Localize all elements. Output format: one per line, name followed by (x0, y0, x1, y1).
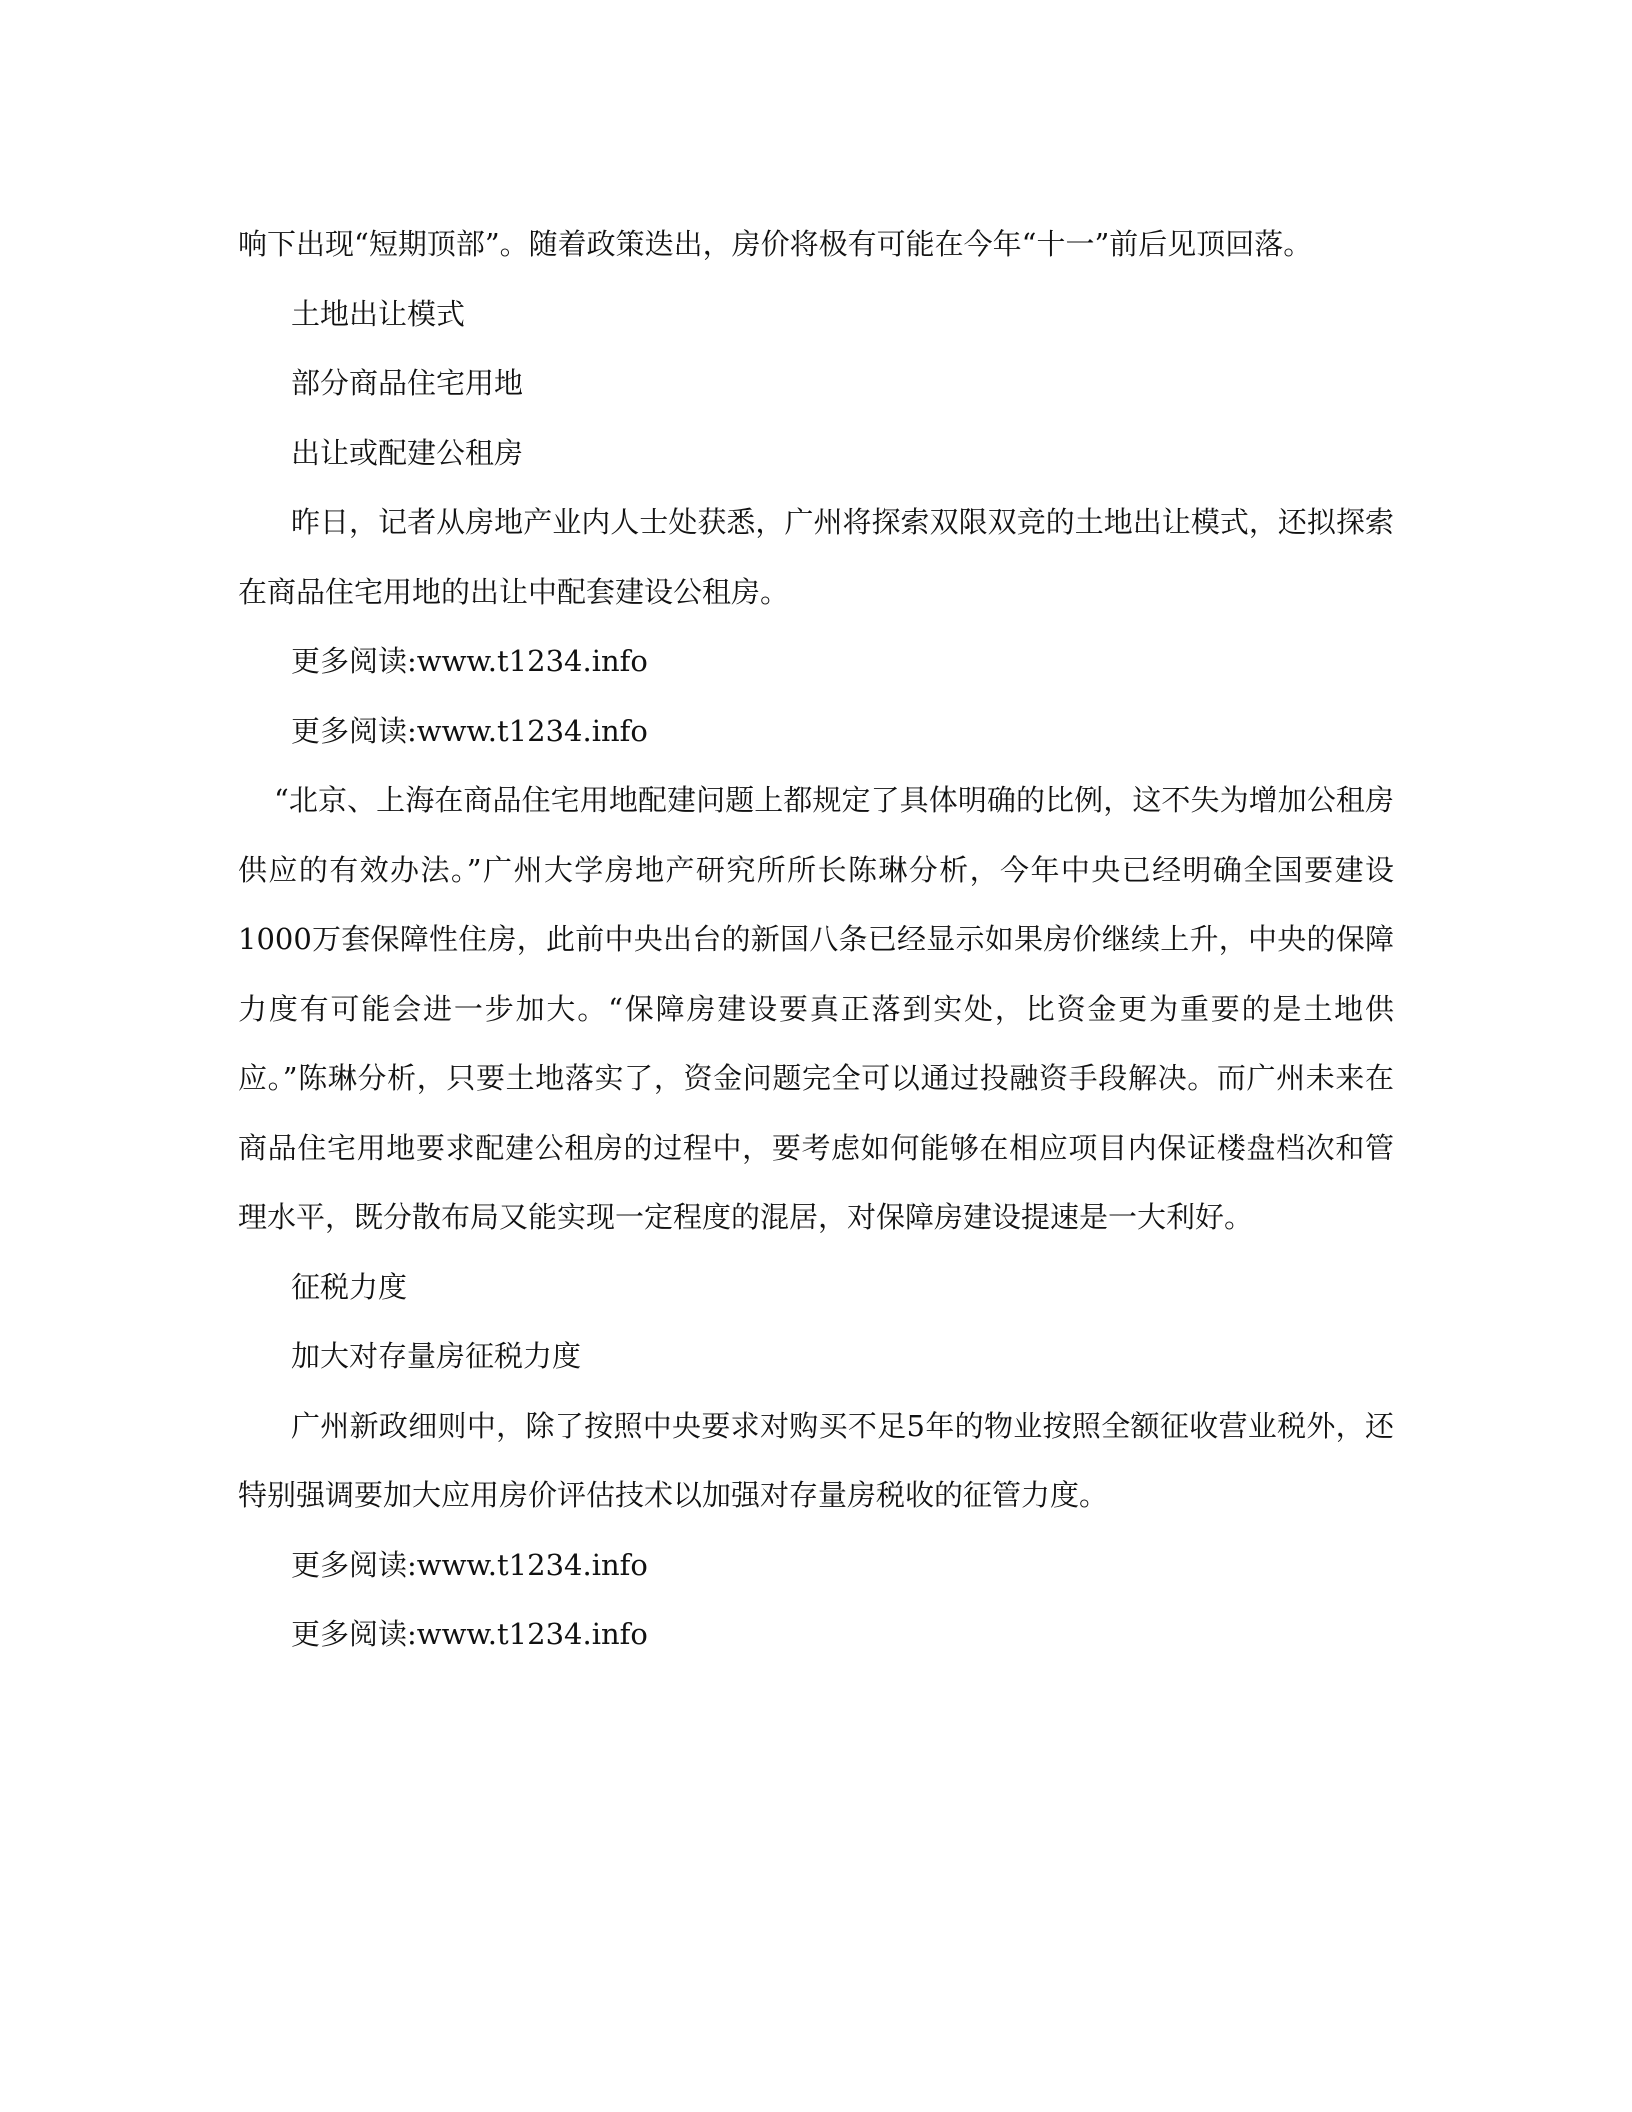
document-body (238, 210, 1394, 1670)
subheading-tax: 加大对存量房征税力度 (291, 1339, 582, 1373)
paragraph-continuation: 响下出现“短期顶部”。随着政策迭出，房价将极有可能在今年“十一”前后见顶回落。 (238, 227, 1313, 261)
read-more-link[interactable]: 更多阅读:www.t1234.info (291, 713, 648, 748)
subheading-residential-land: 部分商品住宅用地 (291, 366, 524, 400)
subheading-public-rental: 出让或配建公租房 (291, 435, 524, 470)
paragraph-tax: 广州新政细则中，除了按照中央要求对购买不足5年的物业按照全额征收营业税外，还特别强调要加大应用房价评估技术以加强对存量房税收的征管力度。 (238, 1408, 1394, 1512)
paragraph-analysis: “北京、上海在商品住宅用地配建问题上都规定了具体明确的比例，这不失为增加公租房供应的有效办法。”广州大学房地产研究所所长陈琳分析，今年中央已经明确全国要建设1000万套保障性住房，此前中央出台的新国八条已经显示如果房价继续上升，中央的保障力度有可能会进一步加大。“保障房建设要真正落到实处，比资金更为重要的是土地供应。”陈琳分析，只要土地落实了，资金问题完全可以通过投融资手段解决。而广州未来在商品住宅用地要求配建公租房的过程中，要考虑如何能够在相应项目内保证楼盘档次和管理水平，既分散布局又能实现一定程度的混居，对保障房建设提速是一大利好。 (238, 783, 1394, 1234)
read-more-link[interactable]: 更多阅读:www.t1234.info (291, 644, 648, 678)
section-heading-tax: 征税力度 (291, 1269, 408, 1304)
read-more-link[interactable]: 更多阅读:www.t1234.info (291, 1617, 648, 1651)
read-more-link[interactable]: 更多阅读:www.t1234.info (291, 1547, 648, 1582)
paragraph-land-transfer: 昨日，记者从房地产业内人士处获悉，广州将探索双限双竞的土地出让模式，还拟探索在商品住宅用地的出让中配套建设公租房。 (238, 505, 1394, 609)
section-heading-land-transfer: 土地出让模式 (291, 296, 466, 331)
